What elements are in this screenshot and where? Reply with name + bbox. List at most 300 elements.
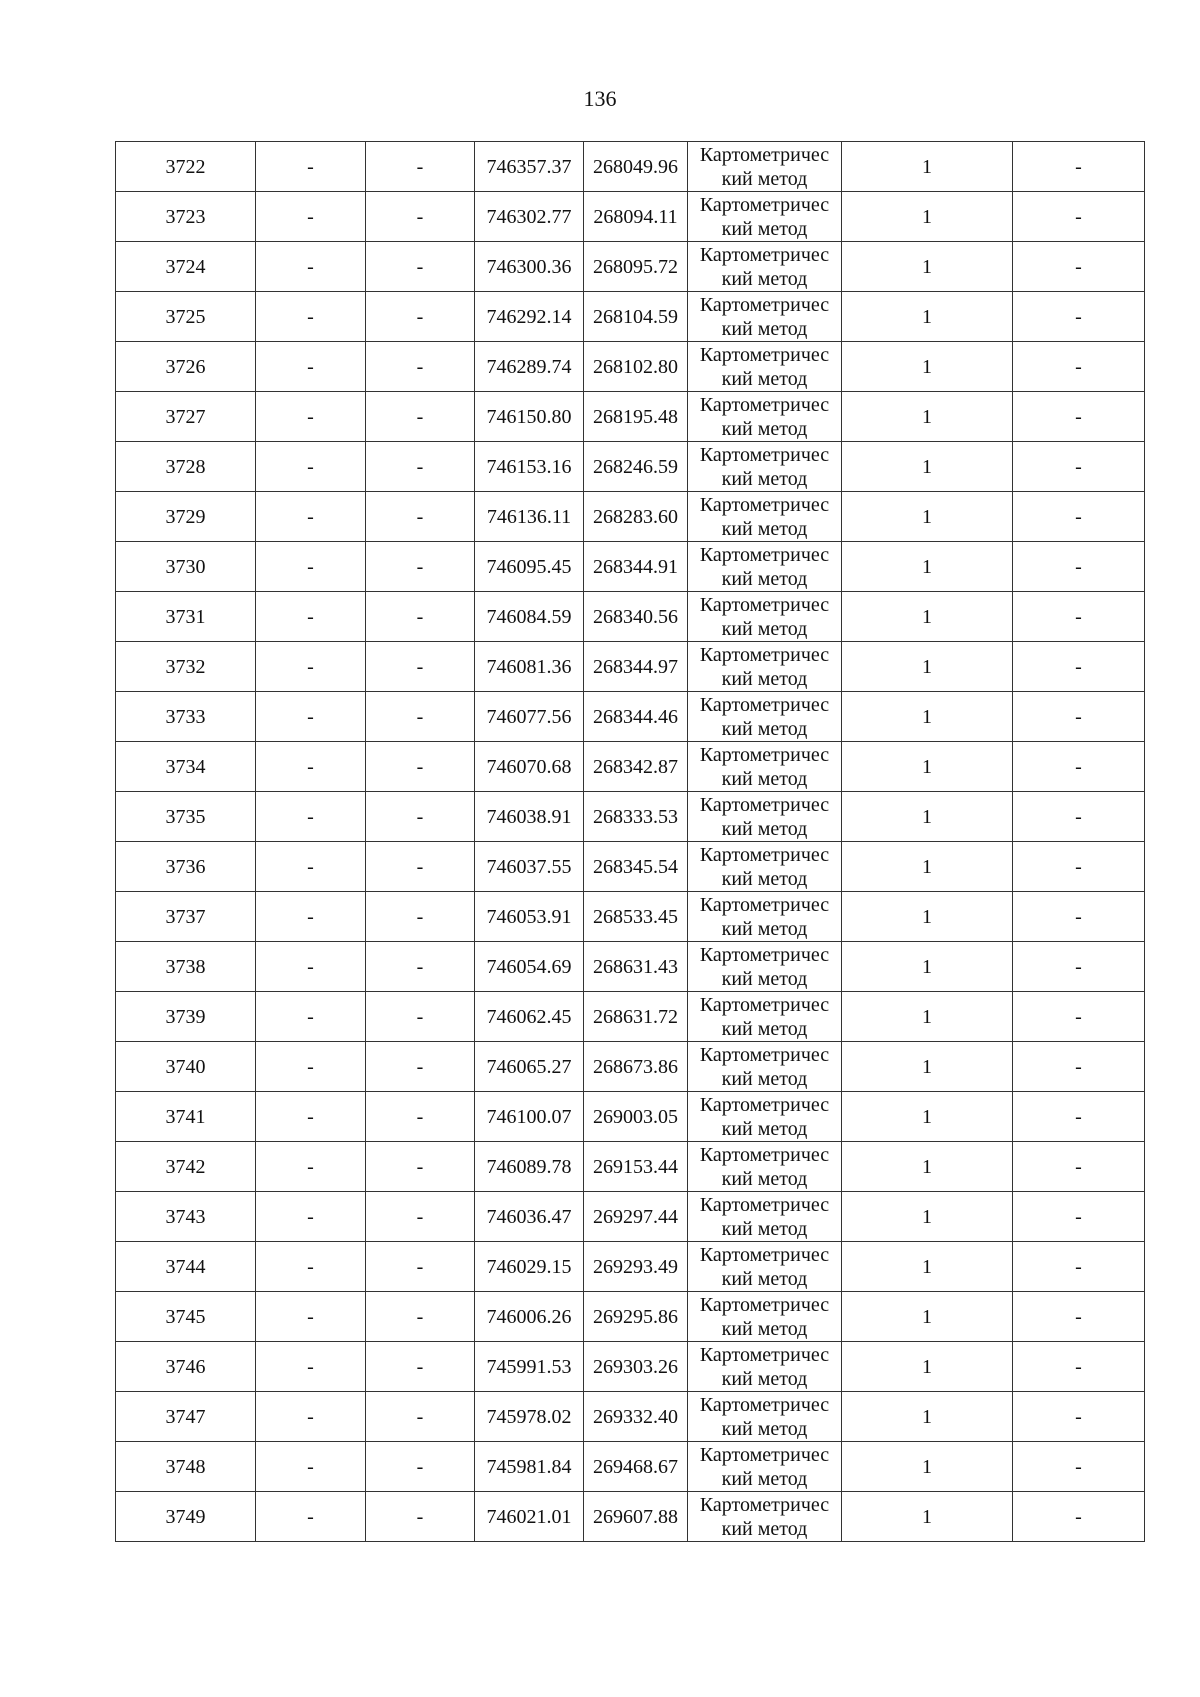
table-row	[116, 892, 1145, 942]
table-row	[116, 1092, 1145, 1142]
accuracy-cell: 1	[842, 1392, 1013, 1442]
method-line-2: кий метод	[721, 717, 808, 740]
table-row	[116, 242, 1145, 292]
method-line-2: кий метод	[721, 1417, 808, 1440]
y-coordinate-cell: 269607.88	[584, 1492, 688, 1542]
empty-col8-cell: -	[1013, 1192, 1145, 1242]
method-line-2: кий метод	[721, 1517, 808, 1540]
empty-col8-cell: -	[1013, 792, 1145, 842]
accuracy-cell: 1	[842, 1342, 1013, 1392]
x-coordinate-cell: 746038.91	[475, 792, 584, 842]
empty-col3-cell: -	[366, 992, 475, 1042]
accuracy-cell: 1	[842, 642, 1013, 692]
table-row	[116, 392, 1145, 442]
accuracy-cell: 1	[842, 592, 1013, 642]
method-line-1: Картометричес	[699, 693, 830, 716]
empty-col3-cell: -	[366, 392, 475, 442]
table-row	[116, 292, 1145, 342]
empty-col8-cell: -	[1013, 942, 1145, 992]
empty-col8-cell: -	[1013, 1142, 1145, 1192]
table-row	[116, 192, 1145, 242]
accuracy-cell: 1	[842, 1242, 1013, 1292]
y-coordinate-cell: 268333.53	[584, 792, 688, 842]
empty-col2-cell: -	[256, 942, 366, 992]
y-coordinate-cell: 269153.44	[584, 1142, 688, 1192]
method-cell	[688, 242, 842, 292]
method-cell	[688, 142, 842, 192]
point-number-cell: 3725	[116, 292, 256, 342]
empty-col3-cell: -	[366, 1092, 475, 1142]
point-number-cell: 3734	[116, 742, 256, 792]
accuracy-cell: 1	[842, 242, 1013, 292]
table-row	[116, 342, 1145, 392]
table-row	[116, 492, 1145, 542]
method-line-1: Картометричес	[699, 843, 830, 866]
x-coordinate-cell: 746006.26	[475, 1292, 584, 1342]
accuracy-cell: 1	[842, 892, 1013, 942]
x-coordinate-cell: 746065.27	[475, 1042, 584, 1092]
x-coordinate-cell: 746037.55	[475, 842, 584, 892]
method-line-2: кий метод	[721, 167, 808, 190]
method-line-1: Картометричес	[699, 1493, 830, 1516]
empty-col3-cell: -	[366, 1492, 475, 1542]
method-line-1: Картометричес	[699, 243, 830, 266]
point-number-cell: 3738	[116, 942, 256, 992]
point-number-cell: 3740	[116, 1042, 256, 1092]
empty-col3-cell: -	[366, 1442, 475, 1492]
method-line-2: кий метод	[721, 917, 808, 940]
accuracy-cell: 1	[842, 392, 1013, 442]
table-row	[116, 592, 1145, 642]
method-line-1: Картометричес	[699, 293, 830, 316]
x-coordinate-cell: 746292.14	[475, 292, 584, 342]
empty-col3-cell: -	[366, 592, 475, 642]
accuracy-cell: 1	[842, 492, 1013, 542]
y-coordinate-cell: 269293.49	[584, 1242, 688, 1292]
table-row	[116, 542, 1145, 592]
empty-col2-cell: -	[256, 242, 366, 292]
empty-col2-cell: -	[256, 192, 366, 242]
point-number-cell: 3731	[116, 592, 256, 642]
y-coordinate-cell: 268344.97	[584, 642, 688, 692]
empty-col8-cell: -	[1013, 1092, 1145, 1142]
empty-col3-cell: -	[366, 142, 475, 192]
method-line-1: Картометричес	[699, 493, 830, 516]
accuracy-cell: 1	[842, 342, 1013, 392]
method-line-2: кий метод	[721, 1067, 808, 1090]
method-cell	[688, 942, 842, 992]
empty-col8-cell: -	[1013, 992, 1145, 1042]
method-line-2: кий метод	[721, 217, 808, 240]
empty-col2-cell: -	[256, 592, 366, 642]
y-coordinate-cell: 268283.60	[584, 492, 688, 542]
y-coordinate-cell: 269332.40	[584, 1392, 688, 1442]
accuracy-cell: 1	[842, 292, 1013, 342]
y-coordinate-cell: 268049.96	[584, 142, 688, 192]
empty-col8-cell: -	[1013, 592, 1145, 642]
accuracy-cell: 1	[842, 1442, 1013, 1492]
method-line-1: Картометричес	[699, 143, 830, 166]
method-cell	[688, 992, 842, 1042]
empty-col8-cell: -	[1013, 242, 1145, 292]
point-number-cell: 3732	[116, 642, 256, 692]
x-coordinate-cell: 746153.16	[475, 442, 584, 492]
method-cell	[688, 1092, 842, 1142]
x-coordinate-cell: 746089.78	[475, 1142, 584, 1192]
table-row	[116, 142, 1145, 192]
empty-col8-cell: -	[1013, 1442, 1145, 1492]
y-coordinate-cell: 268094.11	[584, 192, 688, 242]
empty-col2-cell: -	[256, 1092, 366, 1142]
method-cell	[688, 1492, 842, 1542]
accuracy-cell: 1	[842, 542, 1013, 592]
accuracy-cell: 1	[842, 1292, 1013, 1342]
accuracy-cell: 1	[842, 742, 1013, 792]
point-number-cell: 3737	[116, 892, 256, 942]
y-coordinate-cell: 268631.72	[584, 992, 688, 1042]
point-number-cell: 3724	[116, 242, 256, 292]
method-line-2: кий метод	[721, 1117, 808, 1140]
method-cell	[688, 842, 842, 892]
x-coordinate-cell: 746300.36	[475, 242, 584, 292]
accuracy-cell: 1	[842, 192, 1013, 242]
empty-col2-cell: -	[256, 1142, 366, 1192]
empty-col2-cell: -	[256, 342, 366, 392]
empty-col8-cell: -	[1013, 492, 1145, 542]
empty-col3-cell: -	[366, 542, 475, 592]
table-row	[116, 792, 1145, 842]
empty-col2-cell: -	[256, 842, 366, 892]
method-cell	[688, 1192, 842, 1242]
method-cell	[688, 892, 842, 942]
empty-col3-cell: -	[366, 942, 475, 992]
empty-col3-cell: -	[366, 1392, 475, 1442]
x-coordinate-cell: 745978.02	[475, 1392, 584, 1442]
empty-col3-cell: -	[366, 692, 475, 742]
empty-col8-cell: -	[1013, 342, 1145, 392]
point-number-cell: 3741	[116, 1092, 256, 1142]
method-line-1: Картометричес	[699, 1393, 830, 1416]
method-line-1: Картометричес	[699, 743, 830, 766]
x-coordinate-cell: 746021.01	[475, 1492, 584, 1542]
page-number: 136	[583, 86, 617, 111]
method-cell	[688, 742, 842, 792]
table-row	[116, 1442, 1145, 1492]
empty-col8-cell: -	[1013, 642, 1145, 692]
empty-col2-cell: -	[256, 1342, 366, 1392]
x-coordinate-cell: 746095.45	[475, 542, 584, 592]
y-coordinate-cell: 269297.44	[584, 1192, 688, 1242]
accuracy-cell: 1	[842, 1042, 1013, 1092]
empty-col2-cell: -	[256, 1042, 366, 1092]
method-cell	[688, 792, 842, 842]
empty-col8-cell: -	[1013, 292, 1145, 342]
point-number-cell: 3748	[116, 1442, 256, 1492]
empty-col8-cell: -	[1013, 742, 1145, 792]
empty-col2-cell: -	[256, 1242, 366, 1292]
empty-col3-cell: -	[366, 442, 475, 492]
table-row	[116, 742, 1145, 792]
coordinates-table	[115, 141, 1145, 1542]
accuracy-cell: 1	[842, 792, 1013, 842]
empty-col2-cell: -	[256, 1492, 366, 1542]
empty-col2-cell: -	[256, 892, 366, 942]
empty-col8-cell: -	[1013, 1292, 1145, 1342]
x-coordinate-cell: 746357.37	[475, 142, 584, 192]
point-number-cell: 3729	[116, 492, 256, 542]
table-row	[116, 442, 1145, 492]
method-cell	[688, 442, 842, 492]
method-line-2: кий метод	[721, 867, 808, 890]
point-number-cell: 3742	[116, 1142, 256, 1192]
y-coordinate-cell: 268104.59	[584, 292, 688, 342]
empty-col8-cell: -	[1013, 442, 1145, 492]
y-coordinate-cell: 268340.56	[584, 592, 688, 642]
point-number-cell: 3744	[116, 1242, 256, 1292]
method-line-2: кий метод	[721, 667, 808, 690]
empty-col2-cell: -	[256, 392, 366, 442]
table-row	[116, 992, 1145, 1042]
x-coordinate-cell: 746136.11	[475, 492, 584, 542]
method-line-1: Картометричес	[699, 343, 830, 366]
method-line-1: Картометричес	[699, 193, 830, 216]
method-line-1: Картометричес	[699, 1293, 830, 1316]
y-coordinate-cell: 269003.05	[584, 1092, 688, 1142]
empty-col8-cell: -	[1013, 892, 1145, 942]
method-line-2: кий метод	[721, 1367, 808, 1390]
empty-col3-cell: -	[366, 842, 475, 892]
method-line-2: кий метод	[721, 1217, 808, 1240]
method-line-2: кий метод	[721, 967, 808, 990]
method-cell	[688, 1392, 842, 1442]
point-number-cell: 3736	[116, 842, 256, 892]
point-number-cell: 3730	[116, 542, 256, 592]
accuracy-cell: 1	[842, 1142, 1013, 1192]
method-line-2: кий метод	[721, 1467, 808, 1490]
y-coordinate-cell: 268246.59	[584, 442, 688, 492]
accuracy-cell: 1	[842, 942, 1013, 992]
method-line-1: Картометричес	[699, 793, 830, 816]
method-cell	[688, 1042, 842, 1092]
table-row	[116, 1042, 1145, 1092]
point-number-cell: 3749	[116, 1492, 256, 1542]
point-number-cell: 3746	[116, 1342, 256, 1392]
accuracy-cell: 1	[842, 992, 1013, 1042]
empty-col3-cell: -	[366, 642, 475, 692]
empty-col2-cell: -	[256, 1292, 366, 1342]
accuracy-cell: 1	[842, 142, 1013, 192]
empty-col3-cell: -	[366, 292, 475, 342]
y-coordinate-cell: 268342.87	[584, 742, 688, 792]
empty-col3-cell: -	[366, 792, 475, 842]
method-line-2: кий метод	[721, 1167, 808, 1190]
table-row	[116, 942, 1145, 992]
x-coordinate-cell: 745981.84	[475, 1442, 584, 1492]
empty-col3-cell: -	[366, 1292, 475, 1342]
empty-col3-cell: -	[366, 742, 475, 792]
point-number-cell: 3723	[116, 192, 256, 242]
method-line-1: Картометричес	[699, 1093, 830, 1116]
method-line-1: Картометричес	[699, 1343, 830, 1366]
y-coordinate-cell: 268344.46	[584, 692, 688, 742]
method-line-2: кий метод	[721, 517, 808, 540]
y-coordinate-cell: 268344.91	[584, 542, 688, 592]
empty-col8-cell: -	[1013, 1242, 1145, 1292]
method-line-1: Картометричес	[699, 543, 830, 566]
point-number-cell: 3745	[116, 1292, 256, 1342]
empty-col2-cell: -	[256, 1442, 366, 1492]
method-line-1: Картометричес	[699, 593, 830, 616]
empty-col8-cell: -	[1013, 1492, 1145, 1542]
x-coordinate-cell: 746150.80	[475, 392, 584, 442]
empty-col8-cell: -	[1013, 692, 1145, 742]
method-line-1: Картометричес	[699, 993, 830, 1016]
empty-col2-cell: -	[256, 792, 366, 842]
empty-col8-cell: -	[1013, 1042, 1145, 1092]
table-row	[116, 1292, 1145, 1342]
accuracy-cell: 1	[842, 1092, 1013, 1142]
empty-col2-cell: -	[256, 1392, 366, 1442]
empty-col3-cell: -	[366, 192, 475, 242]
method-line-2: кий метод	[721, 617, 808, 640]
x-coordinate-cell: 746029.15	[475, 1242, 584, 1292]
empty-col2-cell: -	[256, 492, 366, 542]
table-row	[116, 1392, 1145, 1442]
point-number-cell: 3747	[116, 1392, 256, 1442]
point-number-cell: 3722	[116, 142, 256, 192]
empty-col3-cell: -	[366, 1042, 475, 1092]
method-cell	[688, 642, 842, 692]
table-body	[116, 142, 1145, 1542]
method-cell	[688, 1442, 842, 1492]
method-cell	[688, 592, 842, 642]
y-coordinate-cell: 268102.80	[584, 342, 688, 392]
accuracy-cell: 1	[842, 1192, 1013, 1242]
point-number-cell: 3728	[116, 442, 256, 492]
method-cell	[688, 192, 842, 242]
empty-col3-cell: -	[366, 1192, 475, 1242]
method-line-2: кий метод	[721, 417, 808, 440]
accuracy-cell: 1	[842, 692, 1013, 742]
x-coordinate-cell: 746036.47	[475, 1192, 584, 1242]
y-coordinate-cell: 268631.43	[584, 942, 688, 992]
y-coordinate-cell: 268345.54	[584, 842, 688, 892]
method-cell	[688, 392, 842, 442]
method-line-1: Картометричес	[699, 1043, 830, 1066]
empty-col8-cell: -	[1013, 192, 1145, 242]
empty-col3-cell: -	[366, 1342, 475, 1392]
empty-col2-cell: -	[256, 1192, 366, 1242]
table-row	[116, 1142, 1145, 1192]
method-line-1: Картометричес	[699, 1143, 830, 1166]
x-coordinate-cell: 746302.77	[475, 192, 584, 242]
method-line-2: кий метод	[721, 567, 808, 590]
method-line-1: Картометричес	[699, 643, 830, 666]
x-coordinate-cell: 746054.69	[475, 942, 584, 992]
table-row	[116, 1342, 1145, 1392]
empty-col2-cell: -	[256, 542, 366, 592]
method-line-2: кий метод	[721, 1317, 808, 1340]
empty-col3-cell: -	[366, 242, 475, 292]
method-cell	[688, 692, 842, 742]
y-coordinate-cell: 269468.67	[584, 1442, 688, 1492]
empty-col3-cell: -	[366, 892, 475, 942]
method-cell	[688, 1242, 842, 1292]
x-coordinate-cell: 745991.53	[475, 1342, 584, 1392]
empty-col2-cell: -	[256, 742, 366, 792]
method-line-2: кий метод	[721, 767, 808, 790]
empty-col8-cell: -	[1013, 1392, 1145, 1442]
table-row	[116, 842, 1145, 892]
method-cell	[688, 342, 842, 392]
method-line-2: кий метод	[721, 1017, 808, 1040]
table-row	[116, 642, 1145, 692]
table-row	[116, 1242, 1145, 1292]
x-coordinate-cell: 746100.07	[475, 1092, 584, 1142]
method-cell	[688, 1342, 842, 1392]
method-cell	[688, 542, 842, 592]
empty-col2-cell: -	[256, 442, 366, 492]
method-line-2: кий метод	[721, 317, 808, 340]
y-coordinate-cell: 268533.45	[584, 892, 688, 942]
table-row	[116, 692, 1145, 742]
empty-col2-cell: -	[256, 642, 366, 692]
x-coordinate-cell: 746077.56	[475, 692, 584, 742]
y-coordinate-cell: 269295.86	[584, 1292, 688, 1342]
empty-col2-cell: -	[256, 292, 366, 342]
point-number-cell: 3733	[116, 692, 256, 742]
y-coordinate-cell: 268195.48	[584, 392, 688, 442]
point-number-cell: 3726	[116, 342, 256, 392]
x-coordinate-cell: 746084.59	[475, 592, 584, 642]
method-line-2: кий метод	[721, 367, 808, 390]
method-line-1: Картометричес	[699, 1243, 830, 1266]
empty-col8-cell: -	[1013, 392, 1145, 442]
table-row	[116, 1492, 1145, 1542]
point-number-cell: 3739	[116, 992, 256, 1042]
empty-col2-cell: -	[256, 142, 366, 192]
empty-col3-cell: -	[366, 492, 475, 542]
method-line-2: кий метод	[721, 817, 808, 840]
empty-col2-cell: -	[256, 692, 366, 742]
accuracy-cell: 1	[842, 442, 1013, 492]
empty-col8-cell: -	[1013, 842, 1145, 892]
x-coordinate-cell: 746081.36	[475, 642, 584, 692]
empty-col8-cell: -	[1013, 1342, 1145, 1392]
empty-col2-cell: -	[256, 992, 366, 1042]
method-line-1: Картометричес	[699, 1443, 830, 1466]
x-coordinate-cell: 746289.74	[475, 342, 584, 392]
method-cell	[688, 292, 842, 342]
method-line-2: кий метод	[721, 467, 808, 490]
y-coordinate-cell: 268673.86	[584, 1042, 688, 1092]
method-cell	[688, 1142, 842, 1192]
empty-col3-cell: -	[366, 1242, 475, 1292]
method-line-1: Картометричес	[699, 1193, 830, 1216]
x-coordinate-cell: 746062.45	[475, 992, 584, 1042]
accuracy-cell: 1	[842, 1492, 1013, 1542]
point-number-cell: 3727	[116, 392, 256, 442]
point-number-cell: 3743	[116, 1192, 256, 1242]
method-cell	[688, 1292, 842, 1342]
empty-col3-cell: -	[366, 1142, 475, 1192]
method-line-2: кий метод	[721, 1267, 808, 1290]
x-coordinate-cell: 746070.68	[475, 742, 584, 792]
method-cell	[688, 492, 842, 542]
empty-col8-cell: -	[1013, 542, 1145, 592]
method-line-1: Картометричес	[699, 943, 830, 966]
method-line-1: Картометричес	[699, 393, 830, 416]
